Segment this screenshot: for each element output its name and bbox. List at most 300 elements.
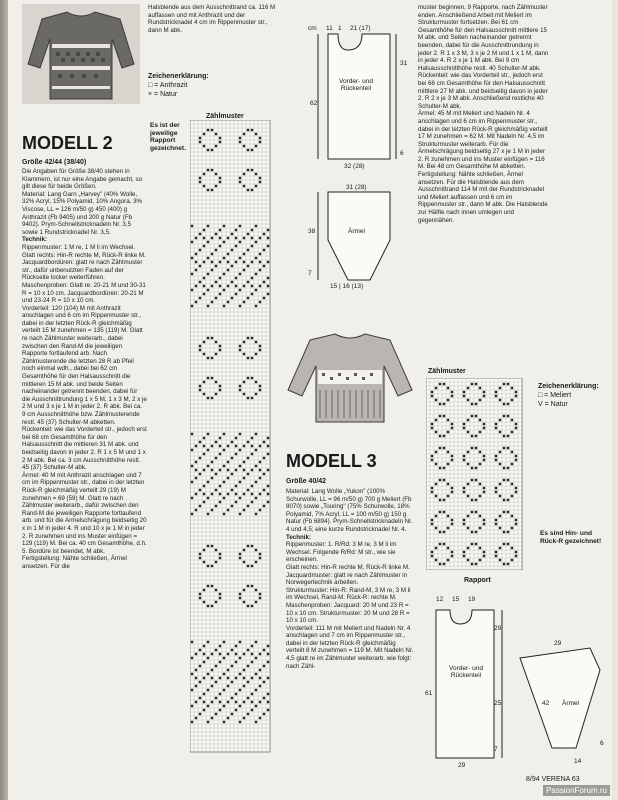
chart-stitch-mark [203,133,205,135]
model3-size: Größe 40/42 [286,478,327,485]
chart-stitch-mark [463,555,465,557]
model3-paragraph: Strukturmuster: Hin-R: Rand-M, 3 M re, 3 M li im Wechsel, Rand-M. Rück-R: rechte M. [286,586,411,602]
chart-stitch-mark [499,451,501,453]
chart-stitch-mark [207,273,209,275]
chart-stitch-mark [199,553,201,555]
chart-stitch-mark [475,511,477,513]
model2-paragraph: Rückenteil: wie das Vorderteil str., jedoch erst bei 68 cm Gesamthöhe für den Halsausschnitt die mittleren 31 M abk. und beidseitig davon in jeder 2. R 1 x 5 M und 1 x 2 M abk. Bei ca. 3 cm Ausschnitthöhe restl. 45 (37) Schulter-M abk. [22,426,147,472]
chart-stitch-mark [431,427,433,429]
chart-stitch-mark [263,441,265,443]
chart-stitch-mark [255,497,257,499]
chart-stitch-mark [475,403,477,405]
chart-stitch-mark [475,499,477,501]
chart-stitch-mark [227,261,229,263]
chart-stitch-mark [231,473,233,475]
chart-stitch-mark [247,697,249,699]
chart-stitch-mark [239,705,241,707]
model3-sleeve-schematic [514,640,606,775]
chart-stitch-mark [203,353,205,355]
chart-stitch-mark [483,551,485,553]
chart-stitch-mark [259,261,261,263]
chart-stitch-mark [191,241,193,243]
chart-stitch-mark [227,469,229,471]
chart-stitch-mark [259,461,261,463]
model3-paragraph: Vorderteil: 111 M mit Meliert und Nadeln Nr. 4 anschlagen und 7 cm im Rippenmuster str., dabei in der letzten Rück-R gleichmäßig verteilt 8 M zunehmen = 119 M. Mit Nadeln Nr. 4,5 glatt re im Zählmuster weiterarb. wie folgt: nach Zähl- [286,624,414,670]
chart-stitch-mark [223,673,225,675]
chart-stitch-mark [203,653,205,655]
chart-stitch-mark [251,293,253,295]
chart-stitch-mark [215,697,217,699]
chart-stitch-mark [439,563,441,565]
chart-stitch-mark [255,273,257,275]
chart-stitch-mark [263,249,265,251]
chart-stitch-mark [235,493,237,495]
chart-stitch-mark [243,445,245,447]
chart-stitch-mark [443,531,445,533]
chart-stitch-mark [255,173,257,175]
chart-stitch-mark [227,677,229,679]
chart-stitch-mark [243,285,245,287]
chart-stitch-mark [219,709,221,711]
chart-stitch-mark [211,477,213,479]
right-paragraph: Ärmel: 45 M mit Meliert und Nadeln Nr. 4 anschlagen und 6 cm im Rippenmuster str., dabei in der letzten Rück-R gleichmäßig verteilt 17 M zunehmen = 62 M. Mit Nadeln Nr. 4,5 im Strukturmuster weiterarb. Für die Ärmelschrägung beidseitig 27 x je 1 M in jeder 2. R zunehmen und ins Muster einfügen = 116 M. Bei 48 cm Gesamthöhe M abketten. [418,110,548,171]
chart-stitch-mark [475,415,477,417]
m3-sleeve-label: Ärmel [562,700,579,707]
chart-stitch-mark [255,353,257,355]
chart-stitch-mark [243,477,245,479]
chart-stitch-mark [251,485,253,487]
chart-stitch-mark [483,427,485,429]
chart-stitch-mark [215,601,217,603]
chart-stitch-mark [243,701,245,703]
chart-stitch-mark [259,717,261,719]
chart-stitch-mark [251,565,253,567]
chart-stitch-mark [255,225,257,227]
chart-stitch-mark [447,527,449,529]
chart-stitch-mark [243,185,245,187]
chart-stitch-mark [255,513,257,515]
m2-sleeve-top: 31 (28) [346,184,367,191]
chart-stitch-mark [515,455,517,457]
chart-stitch-mark [267,501,269,503]
chart-stitch-mark [251,149,253,151]
chart-stitch-mark [263,457,265,459]
chart-stitch-mark [207,257,209,259]
chart-stitch-mark [507,531,509,533]
chart-stitch-mark [479,527,481,529]
chart-stitch-mark [195,653,197,655]
chart-stitch-mark [251,261,253,263]
chart-stitch-mark [235,437,237,439]
chart-stitch-mark [227,461,229,463]
chart-stitch-mark [191,513,193,515]
right-paragraph: Fertigstellung: Nähte schließen, Ärmel ansetzen. Für die Halsblende aus dem Ausschnittrand 114 M mit der Rundstricknadel und Meliert auffassen und 6 cm im Rippenmuster str., dann M abk. Die Halsblende zur Hälfte nach innen umlegen und gegennähen. [418,171,548,224]
m3-body-label: Vorder- und Rückenteil [449,665,483,679]
chart-stitch-mark [223,721,225,723]
chart-stitch-mark [495,391,497,393]
chart-stitch-mark [251,285,253,287]
chart-stitch-mark [203,645,205,647]
chart-stitch-mark [195,677,197,679]
chart-stitch-mark [215,681,217,683]
chart-stitch-mark [503,563,505,565]
chart-stitch-mark [243,261,245,263]
chart-stitch-mark [227,301,229,303]
chart-stitch-mark [207,513,209,515]
chart-stitch-mark [447,495,449,497]
chart-stitch-mark [259,701,261,703]
chart-stitch-mark [195,269,197,271]
m2-sleeve-side-b: 7 [308,270,312,277]
chart-stitch-mark [191,465,193,467]
chart-stitch-mark [203,173,205,175]
chart-stitch-mark [219,389,221,391]
chart-stitch-mark [211,337,213,339]
chart-stitch-mark [255,381,257,383]
chart-stitch-mark [471,403,473,405]
model2-rapport-note: Es ist der jeweilige Rapport gezeichnet. [150,122,186,152]
m3-sleeve-side-a: 42 [542,700,550,707]
chart-stitch-mark [207,337,209,339]
chart-stitch-mark [211,717,213,719]
chart-stitch-mark [483,519,485,521]
chart-stitch-mark [475,447,477,449]
chart-stitch-mark [255,601,257,603]
chart-stitch-mark [259,593,261,595]
chart-stitch-mark [451,455,453,457]
chart-stitch-mark [235,277,237,279]
chart-stitch-mark [223,689,225,691]
chart-stitch-mark [199,141,201,143]
chart-stitch-mark [255,433,257,435]
chart-stitch-mark [243,237,245,239]
chart-stitch-mark [267,485,269,487]
chart-stitch-mark [267,709,269,711]
chart-stitch-mark [211,605,213,607]
model2-paragraph: Rippenmuster: 1 M re, 1 M li im Wechsel. [22,243,136,251]
model2-body-schematic [300,24,410,174]
chart-stitch-mark [251,605,253,607]
chart-stitch-mark [443,499,445,501]
chart-stitch-mark [191,305,193,307]
chart-stitch-mark [471,467,473,469]
chart-stitch-mark [447,387,449,389]
chart-stitch-mark [223,513,225,515]
model2-paragraph: Ärmel: 40 M mit Anthrazit anschlagen und 7 cm im Rippenmuster str., dabei in der letzten Rück-R gleichmäßig verteilt 29 (19) M zunehmen = 69 (59) M. Glatt re nach Zählmuster weiterarb., dafür zwischen den Rand-M die jeweiligen Rapporte fortlaufend arb. und für die Armelschrägung beidseitig 20 x in 1 M in jeder 4. R und 10 x je 1 M in jeder 2. R zunehmen und ins Muster einfügen = 129 (119) M. Bei ca. 40 cm Gesamthöhe, d.h. 5. Bordüre ist beendet, M abk. [22,471,147,555]
chart-stitch-mark [479,559,481,561]
chart-stitch-mark [259,493,261,495]
chart-stitch-mark [515,391,517,393]
chart-stitch-mark [471,479,473,481]
chart-stitch-mark [243,685,245,687]
chart-stitch-mark [447,399,449,401]
chart-stitch-mark [259,253,261,255]
chart-stitch-mark [255,241,257,243]
chart-stitch-mark [199,281,201,283]
model3-paragraph: Rippenmuster: 1. R/Rd: 3 M re, 3 M li im Wechsel. Folgende R/Rd: M str., wie sie erscheinen. [286,541,397,564]
chart-stitch-mark [451,551,453,553]
chart-stitch-mark [243,549,245,551]
chart-stitch-mark [211,357,213,359]
m3-body-side-c: 25 [494,700,502,707]
chart-stitch-mark [267,645,269,647]
chart-stitch-mark [247,281,249,283]
chart-stitch-mark [191,721,193,723]
chart-stitch-mark [495,423,497,425]
chart-stitch-mark [243,393,245,395]
chart-stitch-mark [207,585,209,587]
chart-stitch-mark [443,543,445,545]
chart-stitch-mark [239,177,241,179]
chart-stitch-mark [467,387,469,389]
chart-stitch-mark [203,277,205,279]
chart-stitch-mark [219,701,221,703]
chart-stitch-mark [495,555,497,557]
chart-stitch-mark [495,519,497,521]
chart-stitch-mark [207,129,209,131]
chart-stitch-mark [439,499,441,501]
chart-stitch-mark [435,559,437,561]
model3-knitting-chart [426,378,524,570]
chart-stitch-mark [203,677,205,679]
m2-body-side-left: 62 [310,100,318,107]
chart-stitch-mark [195,253,197,255]
chart-stitch-mark [463,519,465,521]
chart-stitch-mark [251,337,253,339]
chart-stitch-mark [195,477,197,479]
chart-stitch-mark [207,169,209,171]
model3-title: MODELL 3 [286,451,377,471]
chart-stitch-mark [431,487,433,489]
m3-sleeve-side-b: 6 [600,740,604,747]
chart-stitch-mark [259,597,261,599]
chart-stitch-mark [255,305,257,307]
m2-body-top-c: 21 (17) [350,25,371,32]
chart-stitch-mark [219,445,221,447]
chart-stitch-mark [203,561,205,563]
chart-stitch-mark [507,479,509,481]
m3-body-bottom: 29 [458,762,466,769]
model2-sleeve-schematic [300,180,410,295]
chart-stitch-mark [203,453,205,455]
chart-stitch-mark [199,697,201,699]
chart-stitch-mark [239,673,241,675]
chart-stitch-mark [447,463,449,465]
chart-stitch-mark [251,693,253,695]
chart-stitch-mark [211,565,213,567]
chart-stitch-mark [479,495,481,497]
chart-stitch-mark [219,645,221,647]
chart-stitch-mark [439,531,441,533]
model2-paragraph: Material: Lang Garn „Harvey" (40% Wolle, 32% Acryl, 15% Polyamid, 10% Angora, 3% Viscose, LL = 126 m/50 g) 450 (400) g Anthrazit (Fb 9405) und 200 g Natur (Fb 9402). Prym-Schnellstricknadeln Nr. 3,5 sowie 1 Rundstricknadel Nr. 3,5. [22,190,143,236]
chart-stitch-mark [235,701,237,703]
chart-stitch-mark [267,277,269,279]
chart-stitch-mark [439,447,441,449]
chart-stitch-mark [247,377,249,379]
chart-stitch-mark [467,419,469,421]
chart-stitch-mark [267,453,269,455]
chart-stitch-mark [263,505,265,507]
chart-stitch-mark [439,435,441,437]
m3-body-side-d: 7 [494,746,498,753]
chart-stitch-mark [495,395,497,397]
model3-instructions [286,488,414,670]
chart-stitch-mark [219,501,221,503]
model2-paragraph: Glatt rechts: Hin-R rechte M, Rück-R linke M. [22,251,146,259]
m2-body-top-unit: cm [308,25,317,32]
magazine-page [8,0,612,800]
chart-stitch-mark [467,527,469,529]
chart-stitch-mark [251,645,253,647]
chart-stitch-mark [259,389,261,391]
chart-stitch-mark [203,493,205,495]
chart-stitch-mark [207,397,209,399]
chart-stitch-mark [247,357,249,359]
chart-stitch-mark [247,605,249,607]
chart-stitch-mark [471,415,473,417]
chart-stitch-mark [251,493,253,495]
chart-stitch-mark [239,181,241,183]
chart-stitch-mark [499,547,501,549]
chart-stitch-mark [191,641,193,643]
chart-stitch-mark [463,427,465,429]
chart-stitch-mark [219,293,221,295]
chart-stitch-mark [219,137,221,139]
model2-halsblende-text [148,4,278,34]
chart-stitch-mark [227,269,229,271]
chart-stitch-mark [247,189,249,191]
chart-stitch-mark [219,597,221,599]
chart-stitch-mark [203,245,205,247]
chart-stitch-mark [431,455,433,457]
model3-rows-note: Es sind Hin- und Rück-R gezeichnet! [540,530,602,545]
chart-stitch-mark [195,685,197,687]
chart-stitch-mark [483,491,485,493]
chart-stitch-mark [243,253,245,255]
chart-stitch-mark [211,469,213,471]
chart-stitch-mark [511,419,513,421]
chart-stitch-mark [239,465,241,467]
chart-stitch-mark [515,427,517,429]
chart-stitch-mark [227,653,229,655]
chart-stitch-mark [203,693,205,695]
chart-stitch-mark [259,285,261,287]
chart-stitch-mark [251,445,253,447]
chart-stitch-mark [223,657,225,659]
chart-stitch-mark [507,543,509,545]
chart-stitch-mark [215,489,217,491]
chart-stitch-mark [235,693,237,695]
chart-stitch-mark [191,289,193,291]
model2-paragraph: Maschenproben: Glatt re: 20-21 M und 30-31 R = 10 x 10 cm. Jacquardbordüren: 20-21 M und 23-24 R = 10 x 10 cm. [22,281,146,305]
chart-stitch-mark [263,713,265,715]
chart-stitch-mark [207,689,209,691]
chart-stitch-mark [447,431,449,433]
chart-stitch-mark [219,553,221,555]
chart-stitch-mark [259,137,261,139]
chart-stitch-mark [243,145,245,147]
chart-stitch-mark [507,415,509,417]
chart-stitch-mark [463,523,465,525]
chart-stitch-mark [499,559,501,561]
chart-stitch-mark [475,531,477,533]
chart-stitch-mark [267,293,269,295]
chart-stitch-mark [431,491,433,493]
chart-stitch-mark [467,463,469,465]
chart-stitch-mark [231,505,233,507]
chart-stitch-mark [435,399,437,401]
chart-stitch-mark [267,653,269,655]
chart-stitch-mark [215,297,217,299]
chart-stitch-mark [191,657,193,659]
chart-stitch-mark [215,173,217,175]
chart-stitch-mark [511,559,513,561]
chart-stitch-mark [215,381,217,383]
chart-stitch-mark [503,511,505,513]
chart-stitch-mark [219,437,221,439]
chart-stitch-mark [195,261,197,263]
chart-stitch-mark [503,467,505,469]
chart-stitch-mark [247,129,249,131]
chart-stitch-mark [467,559,469,561]
chart-stitch-mark [471,563,473,565]
chart-stitch-mark [475,435,477,437]
chart-stitch-mark [471,543,473,545]
chart-stitch-mark [263,281,265,283]
chart-stitch-mark [219,285,221,287]
chart-stitch-mark [431,391,433,393]
chart-stitch-mark [251,709,253,711]
chart-stitch-mark [495,523,497,525]
chart-stitch-mark [207,465,209,467]
right-paragraph: Rückenteil: wie das Vorderteil str., jedoch erst bei 68 cm Gesamthöhe für den Halsausschnitt mittlere 27 M abk. und beidseitig davon in jeder 2. R 2 x je 3 M abk. Anschließend restliche 40 Schulter-M abk. [418,72,548,110]
chart-stitch-mark [235,229,237,231]
chart-stitch-mark [235,445,237,447]
chart-stitch-mark [207,241,209,243]
chart-stitch-mark [207,433,209,435]
chart-stitch-mark [239,513,241,515]
chart-stitch-mark [503,383,505,385]
chart-stitch-mark [251,397,253,399]
chart-stitch-mark [479,547,481,549]
chart-stitch-mark [255,705,257,707]
legend-title: Zeichenerklärung: [538,383,599,390]
chart-stitch-mark [243,717,245,719]
chart-stitch-mark [231,697,233,699]
chart-stitch-mark [199,385,201,387]
chart-stitch-mark [515,459,517,461]
chart-stitch-mark [479,515,481,517]
chart-stitch-mark [223,481,225,483]
chart-stitch-mark [231,297,233,299]
chart-stitch-mark [499,431,501,433]
chart-stitch-mark [235,677,237,679]
m2-sleeve-bottom: 15 | 16 (13) [330,283,364,290]
chart-stitch-mark [235,245,237,247]
chart-stitch-mark [235,293,237,295]
chart-stitch-mark [199,265,201,267]
chart-stitch-mark [499,463,501,465]
chart-stitch-mark [231,265,233,267]
chart-stitch-mark [479,463,481,465]
chart-stitch-mark [227,509,229,511]
chart-stitch-mark [239,657,241,659]
chart-stitch-mark [231,713,233,715]
chart-stitch-mark [199,665,201,667]
chart-stitch-mark [511,495,513,497]
chart-stitch-mark [247,565,249,567]
chart-stitch-mark [479,387,481,389]
